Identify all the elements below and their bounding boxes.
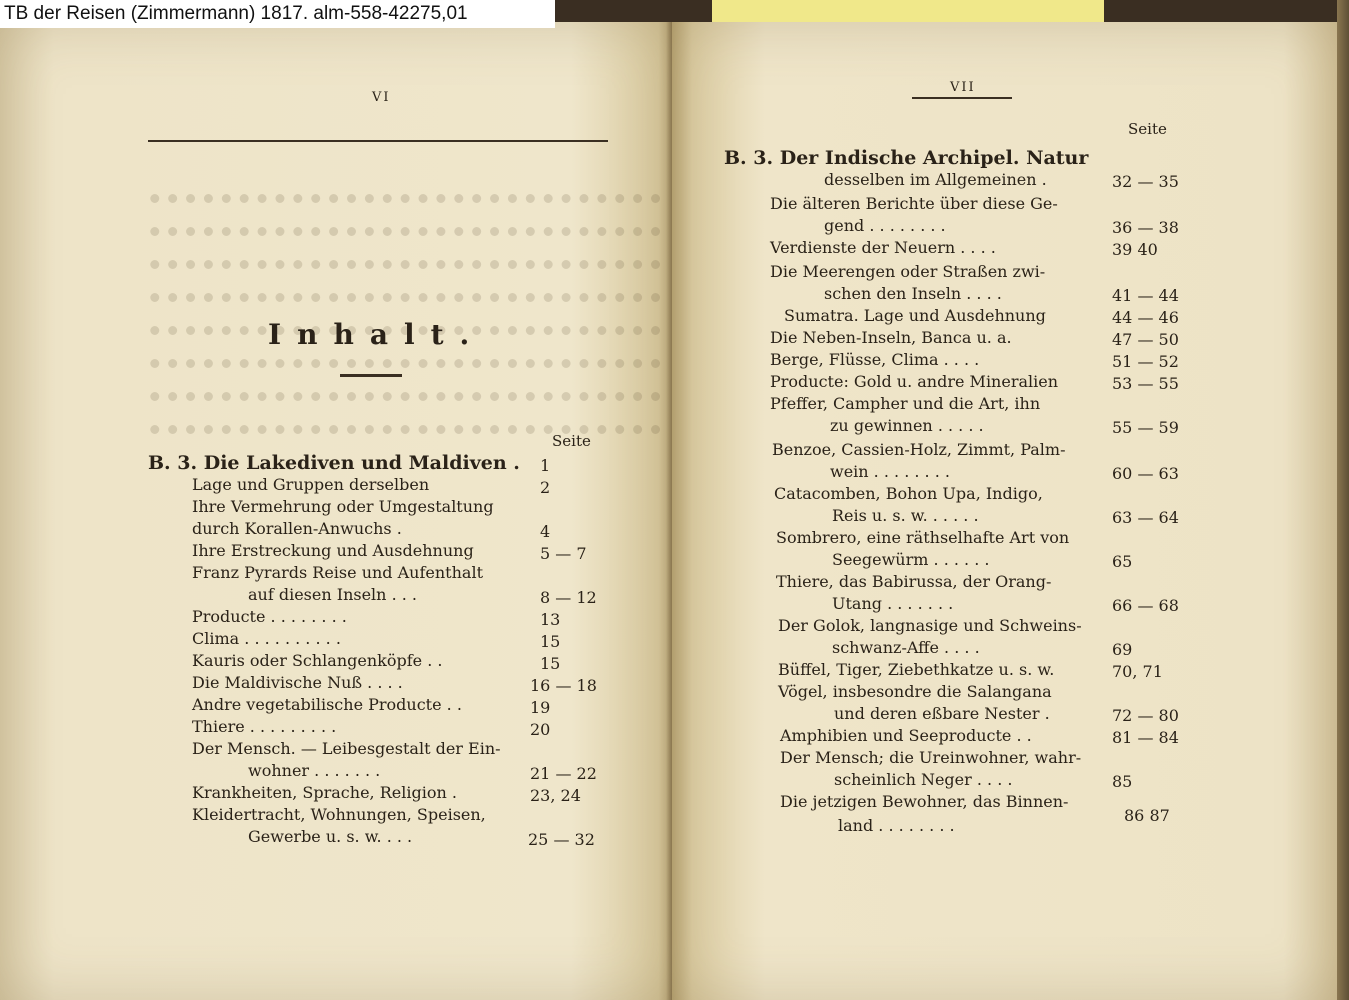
- toc-page-number: 23, 24: [530, 786, 581, 805]
- toc-entry: auf diesen Inseln . . .: [248, 585, 417, 604]
- toc-entry: Der Mensch; die Ureinwohner, wahr-: [780, 748, 1082, 767]
- toc-page-number: 25 — 32: [528, 830, 595, 849]
- toc-entry: Die Meerengen oder Straßen zwi-: [770, 262, 1046, 281]
- toc-entry: Thiere . . . . . . . . .: [192, 717, 337, 736]
- toc-page-number: 41 — 44: [1112, 286, 1179, 305]
- toc-entry: schwanz-Affe . . . .: [832, 638, 980, 657]
- toc-page-number: 1: [540, 456, 551, 475]
- toc-entry: Vögel, insbesondre die Salangana: [778, 682, 1052, 701]
- toc-entry: Reis u. s. w. . . . . .: [832, 506, 979, 525]
- toc-page-number: 47 — 50: [1112, 330, 1179, 349]
- toc-page-number: 44 — 46: [1112, 308, 1179, 327]
- toc-entry: Ihre Vermehrung oder Umgestaltung: [192, 497, 494, 516]
- bleed-through-text: [150, 170, 660, 390]
- toc-entry: Gewerbe u. s. w. . . .: [248, 827, 413, 846]
- toc-entry: Der Mensch. — Leibesgestalt der Ein-: [192, 739, 501, 758]
- toc-page-number: 53 — 55: [1112, 374, 1179, 393]
- toc-page-number: 13: [540, 610, 561, 629]
- toc-entry: scheinlich Neger . . . .: [834, 770, 1013, 789]
- left-page-folio: VI: [372, 90, 391, 105]
- toc-entry: Büffel, Tiger, Ziebethkatze u. s. w.: [778, 660, 1055, 679]
- toc-page-number: 20: [530, 720, 551, 739]
- toc-entry: Sumatra. Lage und Ausdehnung: [784, 306, 1046, 325]
- toc-page-number: 15: [540, 632, 561, 651]
- toc-entry: land . . . . . . . .: [838, 816, 955, 835]
- right-page: [672, 22, 1337, 1000]
- toc-page-number: 2: [540, 478, 551, 497]
- left-header-rule: [148, 140, 608, 142]
- toc-entry: Producte: Gold u. andre Mineralien: [770, 372, 1059, 391]
- toc-entry: desselben im Allgemeinen .: [824, 170, 1047, 189]
- toc-entry: Kleidertracht, Wohnungen, Speisen,: [192, 805, 486, 824]
- toc-entry: Lage und Gruppen derselben: [192, 475, 430, 494]
- right-column-header: Seite: [1128, 120, 1167, 138]
- toc-entry: gend . . . . . . . .: [824, 216, 946, 235]
- toc-entry: Utang . . . . . . .: [832, 594, 954, 613]
- toc-entry: Die jetzigen Bewohner, das Binnen-: [780, 792, 1069, 811]
- toc-entry: Clima . . . . . . . . . .: [192, 629, 341, 648]
- title-rule: [340, 374, 402, 377]
- toc-page-number: 72 — 80: [1112, 706, 1179, 725]
- toc-entry: Pfeffer, Campher und die Art, ihn: [770, 394, 1041, 413]
- toc-page-number: 16 — 18: [530, 676, 597, 695]
- toc-entry: wohner . . . . . . .: [248, 761, 381, 780]
- toc-page-number: 32 — 35: [1112, 172, 1179, 191]
- toc-entry: Andre vegetabilische Producte . .: [192, 695, 462, 714]
- toc-page-number: 60 — 63: [1112, 464, 1179, 483]
- toc-entry: Seegewürm . . . . . .: [832, 550, 990, 569]
- toc-page-number: 55 — 59: [1112, 418, 1179, 437]
- toc-entry: B. 3. Die Lakediven und Maldiven .: [148, 452, 520, 474]
- toc-entry: Kauris oder Schlangenköpfe . .: [192, 651, 443, 670]
- book-cover-edge: [1337, 0, 1349, 1000]
- toc-entry: durch Korallen-Anwuchs .: [192, 519, 402, 538]
- toc-entry: Sombrero, eine räthselhafte Art von: [776, 528, 1070, 547]
- right-header-rule: [912, 97, 1012, 99]
- toc-entry: Die Neben-Inseln, Banca u. a.: [770, 328, 1012, 347]
- toc-entry: Thiere, das Babirussa, der Orang-: [776, 572, 1052, 591]
- toc-page-number: 4: [540, 522, 551, 541]
- toc-page-number: 85: [1112, 772, 1133, 791]
- toc-page-number: 36 — 38: [1112, 218, 1179, 237]
- toc-entry: wein . . . . . . . .: [830, 462, 950, 481]
- toc-page-number: 70, 71: [1112, 662, 1163, 681]
- contents-title: Inhalt.: [268, 318, 486, 351]
- toc-entry: Die Maldivische Nuß . . . .: [192, 673, 403, 692]
- toc-entry: Krankheiten, Sprache, Religion .: [192, 783, 457, 802]
- toc-entry: Amphibien und Seeproducte . .: [780, 726, 1032, 745]
- toc-entry: Catacomben, Bohon Upa, Indigo,: [774, 484, 1043, 503]
- scan-top-paper-strip: [712, 0, 1104, 22]
- toc-page-number: 5 — 7: [540, 544, 587, 563]
- toc-entry: Ihre Erstreckung und Ausdehnung: [192, 541, 474, 560]
- toc-entry: schen den Inseln . . . .: [824, 284, 1002, 303]
- toc-page-number: 21 — 22: [530, 764, 597, 783]
- toc-entry: Benzoe, Cassien-Holz, Zimmt, Palm-: [772, 440, 1066, 459]
- scan-label: TB der Reisen (Zimmermann) 1817. alm-558-42275,01: [0, 0, 555, 28]
- toc-page-number: 63 — 64: [1112, 508, 1179, 527]
- toc-entry: Berge, Flüsse, Clima . . . .: [770, 350, 980, 369]
- toc-page-number: 8 — 12: [540, 588, 597, 607]
- toc-page-number: 65: [1112, 552, 1133, 571]
- toc-page-number: 69: [1112, 640, 1133, 659]
- toc-page-number: 15: [540, 654, 561, 673]
- toc-entry: B. 3. Der Indische Archipel. Natur: [724, 147, 1089, 169]
- toc-page-number: 66 — 68: [1112, 596, 1179, 615]
- left-page: [0, 22, 672, 1000]
- toc-page-number: 19: [530, 698, 551, 717]
- right-page-folio: VII: [950, 80, 976, 95]
- toc-page-number: 81 — 84: [1112, 728, 1179, 747]
- left-column-header: Seite: [552, 432, 591, 450]
- toc-entry: Die älteren Berichte über diese Ge-: [770, 194, 1058, 213]
- toc-entry: und deren eßbare Nester .: [834, 704, 1050, 723]
- toc-page-number: 51 — 52: [1112, 352, 1179, 371]
- toc-entry: Der Golok, langnasige und Schweins-: [778, 616, 1082, 635]
- toc-page-number: 39 40: [1112, 240, 1158, 259]
- toc-page-number: 86 87: [1124, 806, 1170, 825]
- toc-entry: Producte . . . . . . . .: [192, 607, 347, 626]
- toc-entry: Verdienste der Neuern . . . .: [770, 238, 996, 257]
- toc-entry: Franz Pyrards Reise und Aufenthalt: [192, 563, 483, 582]
- toc-entry: zu gewinnen . . . . .: [830, 416, 984, 435]
